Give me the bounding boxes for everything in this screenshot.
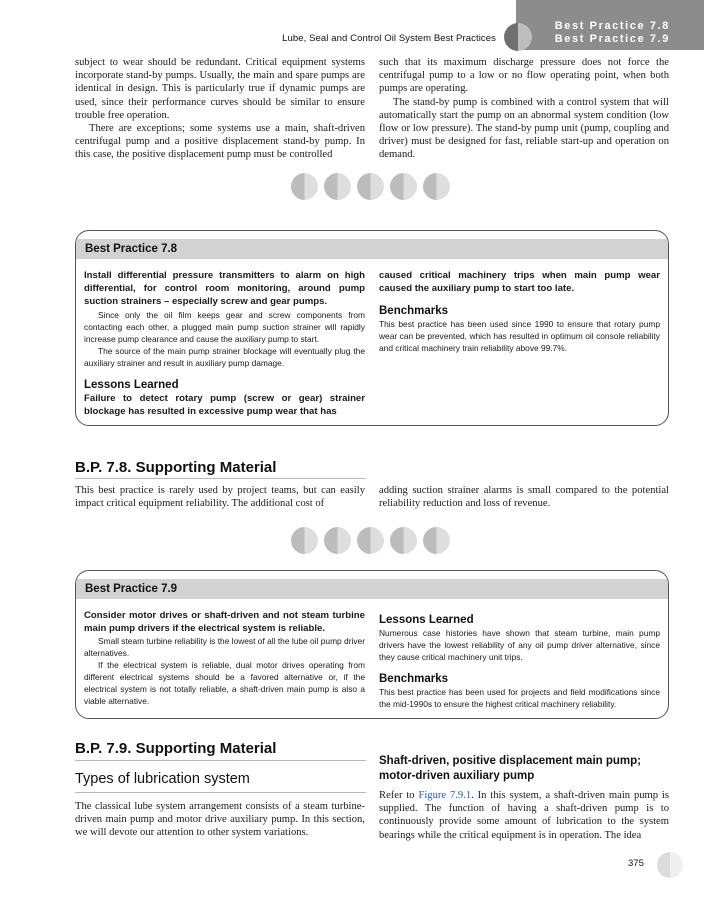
bp79-left-column	[84, 609, 365, 710]
bp78-paragraph-2: The source of the main pump strainer blockage will eventually plug the auxiliary strainer and result in auxiliary pump damage.	[84, 346, 365, 368]
bp78-paragraph-1: Since only the oil film keeps gear and screw components from contacting each other, a plugged main pump suction strainer will rapidly increase pump clearance and cause the auxiliary pump to start.	[84, 310, 365, 344]
bp78-benchmarks-text: This best practice has been used since 1990 to ensure that rotary pump wear can be prevented, which has resulted in optimum oil console reliability and critical machinery train reliability above 99.7%.	[379, 319, 660, 353]
sm79-right-column	[379, 754, 669, 842]
dots-divider	[291, 527, 450, 554]
intro-left-paragraph-2: There are exceptions; some systems use a main, shaft-driven centrifugal pump and a positive displacement stand-by pump. In this case, the positive displacement pump must be controlled	[75, 123, 365, 161]
page-number-circle	[657, 852, 683, 878]
sm79-left-column	[75, 754, 365, 842]
bp79-columns	[76, 599, 668, 710]
intro-right-paragraph-2: The stand-by pump is combined with a control system that will automatically start the pump on an abnormal system condition (low flow or low pressure). The stand-by pump unit (pump, coupling and driver) must be designed for fast, reliable start-up and operation on demand.	[379, 96, 669, 161]
bp79-benchmarks-text: This best practice has been used for projects and field modifications since the mid-1990s to ensure the highest critical machinery reliability.	[379, 687, 660, 709]
intro-left-paragraph-1: subject to wear should be redundant. Critical equipment systems incorporate stand-by pumps. Usually, the main and spare pumps are identical in design. This is particularly true if dynamic pumps are used, since their performance curves should be similar to ensure trouble free operation.	[75, 57, 365, 121]
bp78-left-column	[84, 269, 365, 418]
sm78-right-paragraph: adding suction strainer alarms is small compared to the potential reliability reduction and loss of revenue.	[379, 485, 669, 510]
bp79-supporting-title: B.P. 7.9. Supporting Material	[75, 740, 277, 757]
divider-dot	[390, 173, 417, 200]
bp-tag-7-9: Best Practice 7.9	[554, 33, 670, 45]
sm78-left-column	[75, 484, 365, 510]
bp78-right-column	[379, 269, 660, 418]
bp-tag-7-8: Best Practice 7.8	[554, 20, 670, 32]
bp78-lessons-text: Failure to detect rotary pump (screw or gear) strainer blockage has resulted in excessive pump wear that has	[84, 393, 365, 417]
sm78-left-paragraph: This best practice is rarely used by project teams, but can easily impact critical equipment reliability. The additional cost of	[75, 485, 365, 510]
intro-left-column	[75, 56, 365, 162]
shaft-driven-heading: Shaft-driven, positive displacement main pump; motor-driven auxiliary pump	[379, 755, 641, 782]
page-number: 375	[628, 858, 644, 869]
bp79-paragraph-1: Small steam turbine reliability is the lowest of all the lube oil pump driver alternatives.	[84, 636, 365, 658]
best-practice-7-8-box	[75, 230, 669, 426]
bp79-supporting-text	[75, 754, 669, 842]
lubrication-types-subtitle: Types of lubrication system	[75, 771, 250, 787]
intro-text	[75, 56, 669, 162]
bp79-paragraph-2: If the electrical system is reliable, dual motor drives operating from different electrical systems should be a favored alternative or, if the electrical system is not totally reliable, a shaft-driven main pump is also a viable alternative.	[84, 660, 365, 706]
bp78-benchmarks-title: Benchmarks	[379, 305, 449, 317]
divider-dot	[291, 173, 318, 200]
best-practice-7-9-box	[75, 570, 669, 719]
sm79-left-paragraph: The classical lube system arrangement consists of a steam turbine-driven main pump and motor drive auxiliary pump. In this section, we will devote our attention to other system variations.	[75, 801, 365, 839]
bp78-columns	[76, 259, 668, 418]
bp79-benchmarks-title: Benchmarks	[379, 673, 449, 685]
divider-dot	[357, 173, 384, 200]
best-practice-7-8-title: Best Practice 7.8	[76, 239, 668, 259]
bp78-supporting-text	[75, 484, 669, 510]
section-rule	[75, 478, 366, 479]
sm79-right-lead: Refer to	[379, 790, 419, 801]
page-header	[0, 0, 704, 58]
bp78-lessons-title: Lessons Learned	[84, 379, 179, 391]
bp79-lessons-text: Numerous case histories have shown that steam turbine, main pump drivers have the lowest reliability of any oil pump driver alternative, since they cause critical machinery unit trips.	[379, 628, 660, 662]
divider-dot	[324, 527, 351, 554]
bp79-lead: Consider motor drives or shaft-driven and not steam turbine main pump drivers if the electrical system is reliable.	[84, 610, 365, 634]
sm78-right-column	[379, 484, 669, 510]
divider-dot	[423, 173, 450, 200]
sm79-right-paragraph	[379, 789, 669, 842]
running-title: Lube, Seal and Control Oil System Best Practices	[282, 33, 496, 44]
bp78-supporting-title: B.P. 7.8. Supporting Material	[75, 459, 277, 476]
divider-dot	[324, 173, 351, 200]
sm79-right-body: . In this system, a shaft-driven main pump is supplied. The function of having a shaft-driven pump is to continuously provide some amount of lubrication to the system bearings while the critical equipment is in operation. The idea	[379, 790, 669, 841]
divider-dot	[390, 527, 417, 554]
dots-divider	[291, 173, 450, 200]
figure-7-9-1-link[interactable]: Figure 7.9.1	[418, 790, 472, 801]
bp78-lessons-continued: caused critical machinery trips when main pump wear caused the auxiliary pump to start too late.	[379, 270, 660, 294]
bp79-right-column	[379, 609, 660, 710]
divider-dot	[291, 527, 318, 554]
bp79-lessons-title: Lessons Learned	[379, 614, 474, 626]
divider-dot	[357, 527, 384, 554]
bp78-lead: Install differential pressure transmitters to alarm on high differential, for control room monitoring, around pump suction strainers – especially screw and gear pumps.	[84, 270, 365, 307]
best-practice-7-9-title: Best Practice 7.9	[76, 579, 668, 599]
divider-dot	[423, 527, 450, 554]
header-circle-ornament	[504, 23, 532, 51]
intro-right-paragraph-1: such that its maximum discharge pressure does not force the centrifugal pump to a low or no flow operating point, when both pumps are operating.	[379, 57, 669, 95]
intro-right-column	[379, 56, 669, 162]
